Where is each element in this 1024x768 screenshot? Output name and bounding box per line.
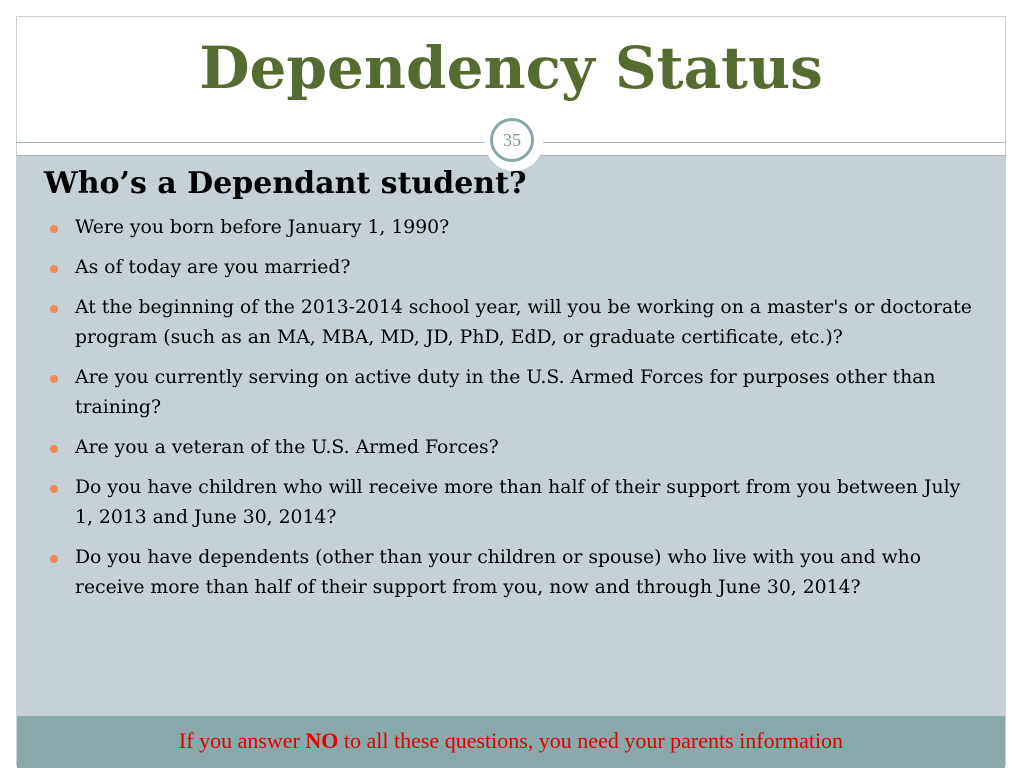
- footer-note: [17, 726, 1005, 756]
- question-text: Do you have children who will receive more than half of their support from you between July 1, 2013 and June 30, 2014?: [75, 477, 961, 528]
- footer-note-emphasis: NO: [305, 728, 339, 753]
- question-text: Do you have dependents (other than your children or spouse) who live with you and who receive more than half of their support from you, now and through June 30, 2014?: [75, 547, 922, 598]
- question-item: [44, 253, 979, 283]
- question-text: Are you currently serving on active duty in the U.S. Armed Forces for purposes other than training?: [75, 367, 936, 418]
- question-text: At the beginning of the 2013-2014 school year, will you be working on a master's or doctorate program (such as an MA, MBA, MD, JD, PhD, EdD, or graduate certificate, etc.)?: [75, 297, 972, 348]
- question-text: As of today are you married?: [75, 257, 351, 278]
- bullet-dot-icon: [50, 265, 58, 273]
- question-item: [44, 293, 979, 353]
- question-item: [44, 473, 979, 533]
- bullet-dot-icon: [50, 445, 58, 453]
- bullet-dot-icon: [50, 485, 58, 493]
- bullet-dot-icon: [50, 225, 58, 233]
- question-item: [44, 543, 979, 603]
- question-item: [44, 363, 979, 423]
- question-text: Were you born before January 1, 1990?: [75, 217, 450, 238]
- footer-note-prefix: If you answer: [178, 728, 306, 753]
- bullet-dot-icon: [50, 305, 58, 313]
- question-text: Are you a veteran of the U.S. Armed Forces?: [75, 437, 499, 458]
- question-item: [44, 433, 979, 463]
- bullet-dot-icon: [50, 555, 58, 563]
- footer-note-suffix: to all these questions, you need your parents information: [338, 728, 844, 753]
- question-list: [44, 213, 979, 613]
- section-heading: Who’s a Dependant student?: [44, 166, 527, 201]
- slide-title: Dependency Status: [199, 34, 823, 102]
- question-item: [44, 213, 979, 243]
- bullet-dot-icon: [50, 375, 58, 383]
- slide-number: 35: [490, 118, 534, 162]
